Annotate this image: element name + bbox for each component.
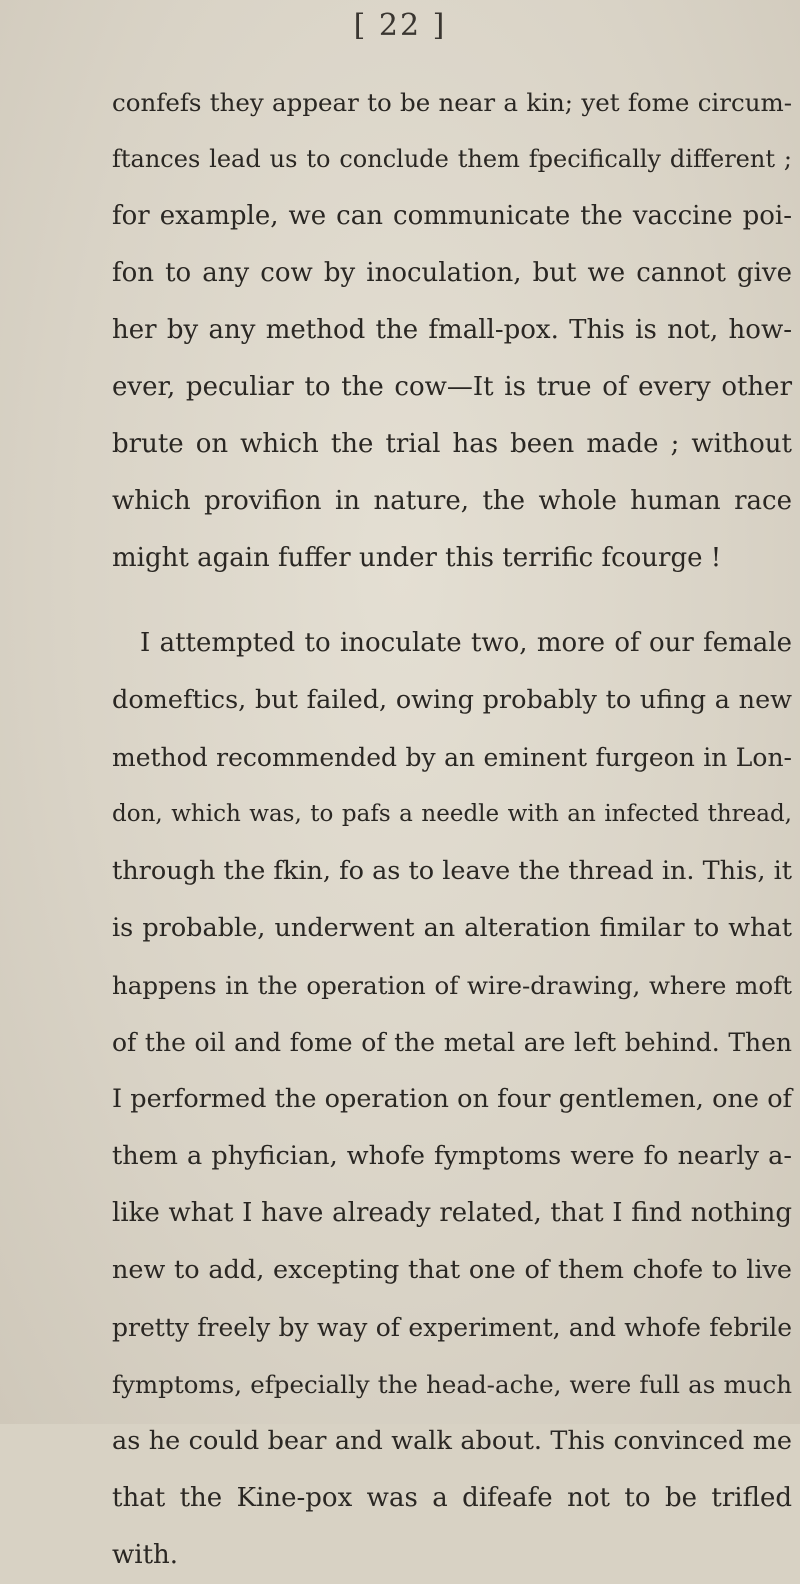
text-line: brute on which the trial has been made ; without: [112, 429, 792, 459]
text-line: ever, peculiar to the cow—It is true of every other: [112, 372, 792, 402]
text-line: domeftics, but failed, owing probably to ufing a new: [112, 685, 792, 715]
text-line: I attempted to inoculate two, more of our female: [140, 628, 792, 658]
text-line: for example, we can communicate the vaccine poi-: [112, 201, 792, 231]
text-line: I performed the operation on four gentlemen, one of: [112, 1084, 792, 1114]
text-line: her by any method the fmall-pox. This is not, how-: [112, 315, 792, 345]
text-line: with.: [112, 1540, 179, 1570]
text-line: fymptoms, efpecially the head-ache, were full as much: [112, 1370, 792, 1399]
text-line: fon to any cow by inoculation, but we cannot give: [112, 258, 792, 288]
paragraph-1: [112, 74, 792, 587]
text-line: them a phyfician, whofe fymptoms were fo nearly a-: [112, 1141, 792, 1171]
text-line: which provifion in nature, the whole human race: [112, 486, 792, 516]
text-line: is probable, underwent an alteration fimilar to what: [112, 913, 792, 943]
text-line: that the Kine-pox was a difeafe not to be trifled: [112, 1483, 792, 1513]
text-line: might again fuffer under this terrific fcourge !: [112, 543, 722, 573]
text-line: don, which was, to pafs a needle with an infected thread,: [112, 801, 792, 827]
text-line: confefs they appear to be near a kin; yet fome circum-: [112, 88, 792, 117]
paragraph-gap: [112, 587, 792, 615]
text-line: through the fkin, fo as to leave the thread in. This, it: [112, 856, 792, 886]
text-line: as he could bear and walk about. This convinced me: [112, 1426, 792, 1456]
paragraph-2: [112, 615, 792, 1584]
text-line: ftances lead us to conclude them fpecifically different ;: [112, 145, 792, 173]
text-line: pretty freely by way of experiment, and whofe febrile: [112, 1313, 792, 1342]
text-line: new to add, excepting that one of them chofe to live: [112, 1255, 792, 1285]
text-line: method recommended by an eminent furgeon in Lon-: [112, 743, 792, 772]
text-line: of the oil and fome of the metal are left behind. Then: [112, 1028, 792, 1057]
text-line: happens in the operation of wire-drawing, where moft: [112, 971, 792, 1000]
page-number: [ 22 ]: [353, 8, 447, 43]
text-line: like what I have already related, that I find nothing: [112, 1198, 792, 1228]
body-text: [112, 74, 792, 1584]
